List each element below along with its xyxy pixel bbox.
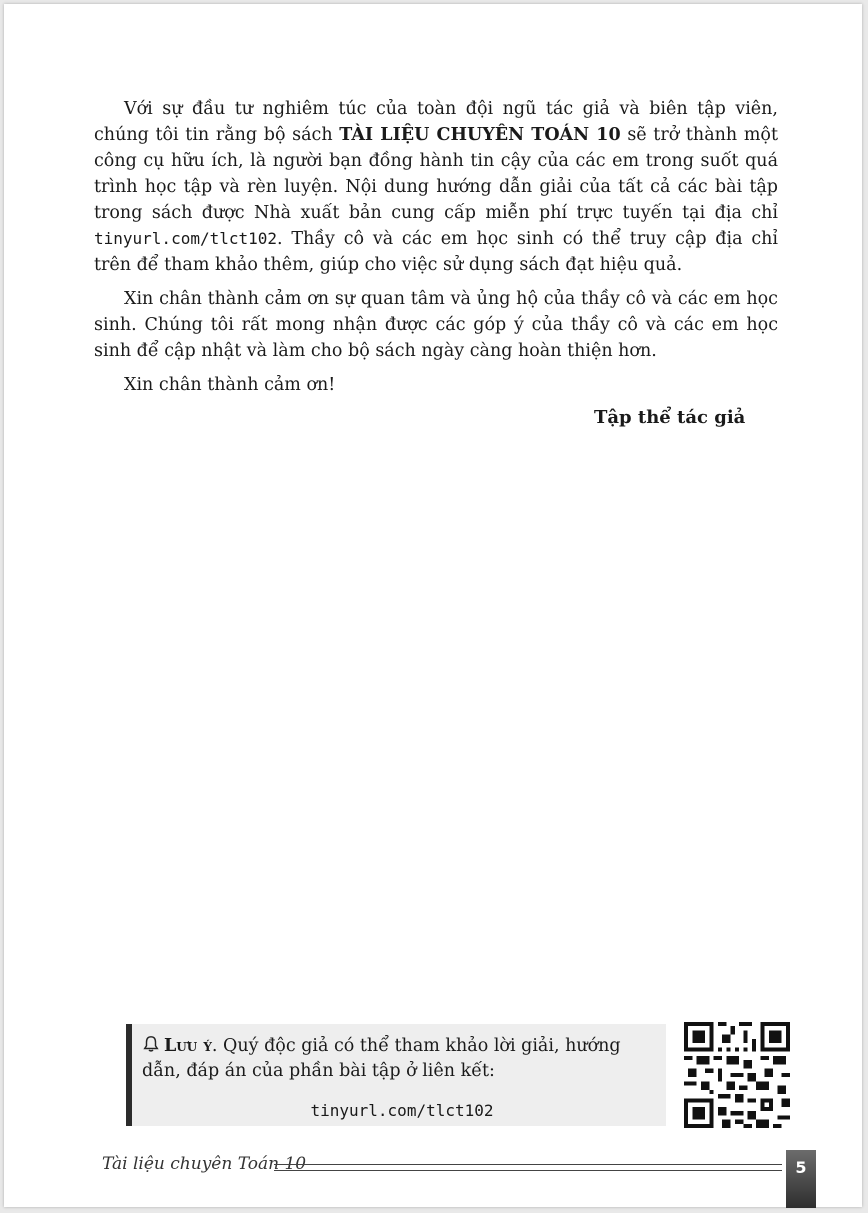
paragraph-1 <box>94 96 778 278</box>
qr-code[interactable] <box>684 1022 790 1128</box>
note-box <box>126 1024 666 1126</box>
footer-rule <box>274 1164 782 1171</box>
paragraph-1-text-b: sẽ trở thành một công cụ hữu ích, là người bạn đồng hành tin cậy của các em trong suốt quá trình học tập và rèn luyện. Nội dung hướng dẫn giải của tất cả các bài tập trong sách được Nhà xuất bản cung cấp miễn phí trực tuyến tại địa chỉ <box>94 125 778 223</box>
page-number: 5 <box>786 1150 816 1208</box>
paragraph-3: Xin chân thành cảm ơn! <box>124 375 336 395</box>
book-title: TÀI LIỆU CHUYÊN TOÁN 10 <box>339 125 621 145</box>
note-body: . Quý độc giả có thể tham khảo lời giải, hướng dẫn, đáp án của phần bài tập ở liên kết: <box>142 1036 621 1081</box>
signature: Tập thể tác giả <box>594 407 746 428</box>
preface-body <box>94 96 778 406</box>
solutions-link[interactable]: tinyurl.com/tlct102 <box>94 229 278 248</box>
note-label: Lưu ý <box>164 1036 212 1056</box>
footer-title: Tài liệu chuyên Toán 10 <box>102 1154 307 1174</box>
paragraph-2: Xin chân thành cảm ơn sự quan tâm và ủng hộ của thầy cô và các em học sinh. Chúng tôi rất mong nhận được các góp ý của thầy cô và các em học sinh để cập nhật và làm cho bộ sách ngày càng hoàn thiện hơn. <box>94 289 778 361</box>
note-text <box>142 1034 657 1120</box>
note-link[interactable]: tinyurl.com/tlct102 <box>310 1101 494 1120</box>
paragraph-1-text-c: . Thầy cô và các em học sinh có thể truy cập địa chỉ trên để tham khảo thêm, giúp cho việc sử dụng sách đạt hiệu quả. <box>94 229 778 275</box>
paragraph-1-text-a: Với sự đầu tư nghiêm túc của toàn đội ngũ tác giả và biên tập viên, chúng tôi tin rằng bộ sách <box>94 99 778 145</box>
document-page <box>4 4 862 1207</box>
bell-icon <box>142 1035 160 1053</box>
